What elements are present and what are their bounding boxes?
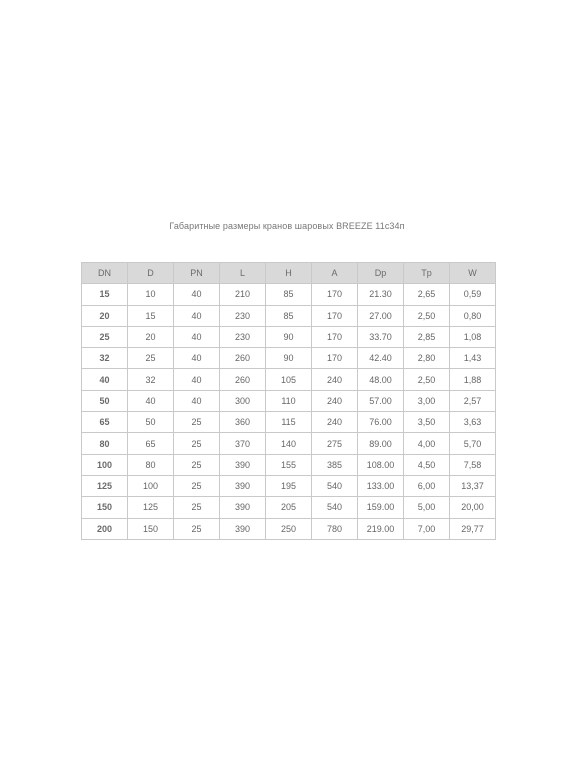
table-cell: 40 — [128, 390, 174, 411]
table-cell: 21.30 — [358, 284, 404, 305]
table-row — [82, 433, 496, 454]
table-row — [82, 497, 496, 518]
table-cell: 2,50 — [404, 305, 450, 326]
table-cell: 76.00 — [358, 412, 404, 433]
header-cell: DN — [82, 263, 128, 284]
dn-cell: 125 — [82, 475, 128, 496]
table-cell: 150 — [128, 518, 174, 539]
table-cell: 7,58 — [450, 454, 496, 475]
table-row — [82, 454, 496, 475]
table-cell: 195 — [266, 475, 312, 496]
table-cell: 105 — [266, 369, 312, 390]
table-cell: 108.00 — [358, 454, 404, 475]
table-cell: 540 — [312, 475, 358, 496]
table-cell: 6,00 — [404, 475, 450, 496]
table-cell: 90 — [266, 326, 312, 347]
table-cell: 5,70 — [450, 433, 496, 454]
table-cell: 25 — [174, 518, 220, 539]
table-cell: 25 — [174, 454, 220, 475]
table-cell: 3,50 — [404, 412, 450, 433]
table-cell: 240 — [312, 369, 358, 390]
table-cell: 390 — [220, 518, 266, 539]
table-row — [82, 369, 496, 390]
table-cell: 2,85 — [404, 326, 450, 347]
table-cell: 1,88 — [450, 369, 496, 390]
table-cell: 33.70 — [358, 326, 404, 347]
table-cell: 15 — [128, 305, 174, 326]
table-cell: 170 — [312, 284, 358, 305]
table-row — [82, 305, 496, 326]
table-cell: 57.00 — [358, 390, 404, 411]
header-cell: W — [450, 263, 496, 284]
dimensions-table — [81, 262, 496, 540]
table-cell: 240 — [312, 390, 358, 411]
table-row — [82, 326, 496, 347]
table-cell: 170 — [312, 348, 358, 369]
table-row — [82, 475, 496, 496]
table-cell: 260 — [220, 369, 266, 390]
dn-cell: 25 — [82, 326, 128, 347]
table-cell: 80 — [128, 454, 174, 475]
table-cell: 275 — [312, 433, 358, 454]
table-cell: 125 — [128, 497, 174, 518]
table-cell: 25 — [174, 475, 220, 496]
table-cell: 42.40 — [358, 348, 404, 369]
table-cell: 205 — [266, 497, 312, 518]
table-cell: 370 — [220, 433, 266, 454]
table-body — [82, 284, 496, 540]
table-cell: 159.00 — [358, 497, 404, 518]
table-cell: 133.00 — [358, 475, 404, 496]
table-cell: 115 — [266, 412, 312, 433]
header-cell: PN — [174, 263, 220, 284]
table-cell: 110 — [266, 390, 312, 411]
header-cell: A — [312, 263, 358, 284]
table-cell: 27.00 — [358, 305, 404, 326]
table-cell: 260 — [220, 348, 266, 369]
dn-cell: 65 — [82, 412, 128, 433]
table-cell: 90 — [266, 348, 312, 369]
table-cell: 2,50 — [404, 369, 450, 390]
dn-cell: 20 — [82, 305, 128, 326]
table-cell: 25 — [174, 433, 220, 454]
header-cell: L — [220, 263, 266, 284]
table-cell: 25 — [128, 348, 174, 369]
table-cell: 85 — [266, 284, 312, 305]
table-cell: 210 — [220, 284, 266, 305]
dn-cell: 40 — [82, 369, 128, 390]
table-cell: 2,80 — [404, 348, 450, 369]
table-cell: 390 — [220, 454, 266, 475]
table-cell: 32 — [128, 369, 174, 390]
table-cell: 13,37 — [450, 475, 496, 496]
table-cell: 385 — [312, 454, 358, 475]
table-cell: 230 — [220, 326, 266, 347]
table-header-row — [82, 263, 496, 284]
table-row — [82, 412, 496, 433]
dn-cell: 80 — [82, 433, 128, 454]
table-cell: 390 — [220, 497, 266, 518]
dn-cell: 50 — [82, 390, 128, 411]
table-cell: 3,63 — [450, 412, 496, 433]
table-row — [82, 348, 496, 369]
table-cell: 300 — [220, 390, 266, 411]
table-row — [82, 390, 496, 411]
dn-cell: 100 — [82, 454, 128, 475]
table-cell: 250 — [266, 518, 312, 539]
table-cell: 40 — [174, 390, 220, 411]
table-cell: 0,59 — [450, 284, 496, 305]
table-cell: 2,65 — [404, 284, 450, 305]
table-cell: 170 — [312, 326, 358, 347]
header-cell: D — [128, 263, 174, 284]
table-cell: 48.00 — [358, 369, 404, 390]
table-cell: 2,57 — [450, 390, 496, 411]
table-cell: 0,80 — [450, 305, 496, 326]
table-cell: 230 — [220, 305, 266, 326]
table-cell: 40 — [174, 369, 220, 390]
table-cell: 4,50 — [404, 454, 450, 475]
table-cell: 1,08 — [450, 326, 496, 347]
table-cell: 29,77 — [450, 518, 496, 539]
table-cell: 240 — [312, 412, 358, 433]
table-cell: 140 — [266, 433, 312, 454]
dn-cell: 15 — [82, 284, 128, 305]
table-cell: 1,43 — [450, 348, 496, 369]
header-cell: Dp — [358, 263, 404, 284]
table-cell: 65 — [128, 433, 174, 454]
table-cell: 40 — [174, 348, 220, 369]
table-cell: 170 — [312, 305, 358, 326]
table-cell: 7,00 — [404, 518, 450, 539]
table-row — [82, 518, 496, 539]
table-row — [82, 284, 496, 305]
table-cell: 3,00 — [404, 390, 450, 411]
table-cell: 40 — [174, 305, 220, 326]
table-cell: 360 — [220, 412, 266, 433]
table-title: Габаритные размеры кранов шаровых BREEZE 11с34п — [169, 221, 405, 231]
dn-cell: 32 — [82, 348, 128, 369]
dn-cell: 150 — [82, 497, 128, 518]
table-cell: 89.00 — [358, 433, 404, 454]
table-cell: 20 — [128, 326, 174, 347]
table-cell: 10 — [128, 284, 174, 305]
table-cell: 219.00 — [358, 518, 404, 539]
header-cell: Tp — [404, 263, 450, 284]
table-cell: 155 — [266, 454, 312, 475]
dn-cell: 200 — [82, 518, 128, 539]
table-cell: 780 — [312, 518, 358, 539]
header-cell: H — [266, 263, 312, 284]
table-cell: 390 — [220, 475, 266, 496]
table-cell: 25 — [174, 412, 220, 433]
table-cell: 4,00 — [404, 433, 450, 454]
table-cell: 25 — [174, 497, 220, 518]
table-cell: 40 — [174, 326, 220, 347]
table-cell: 5,00 — [404, 497, 450, 518]
table-cell: 100 — [128, 475, 174, 496]
table-cell: 50 — [128, 412, 174, 433]
table-cell: 85 — [266, 305, 312, 326]
table-cell: 540 — [312, 497, 358, 518]
table-cell: 20,00 — [450, 497, 496, 518]
table-cell: 40 — [174, 284, 220, 305]
